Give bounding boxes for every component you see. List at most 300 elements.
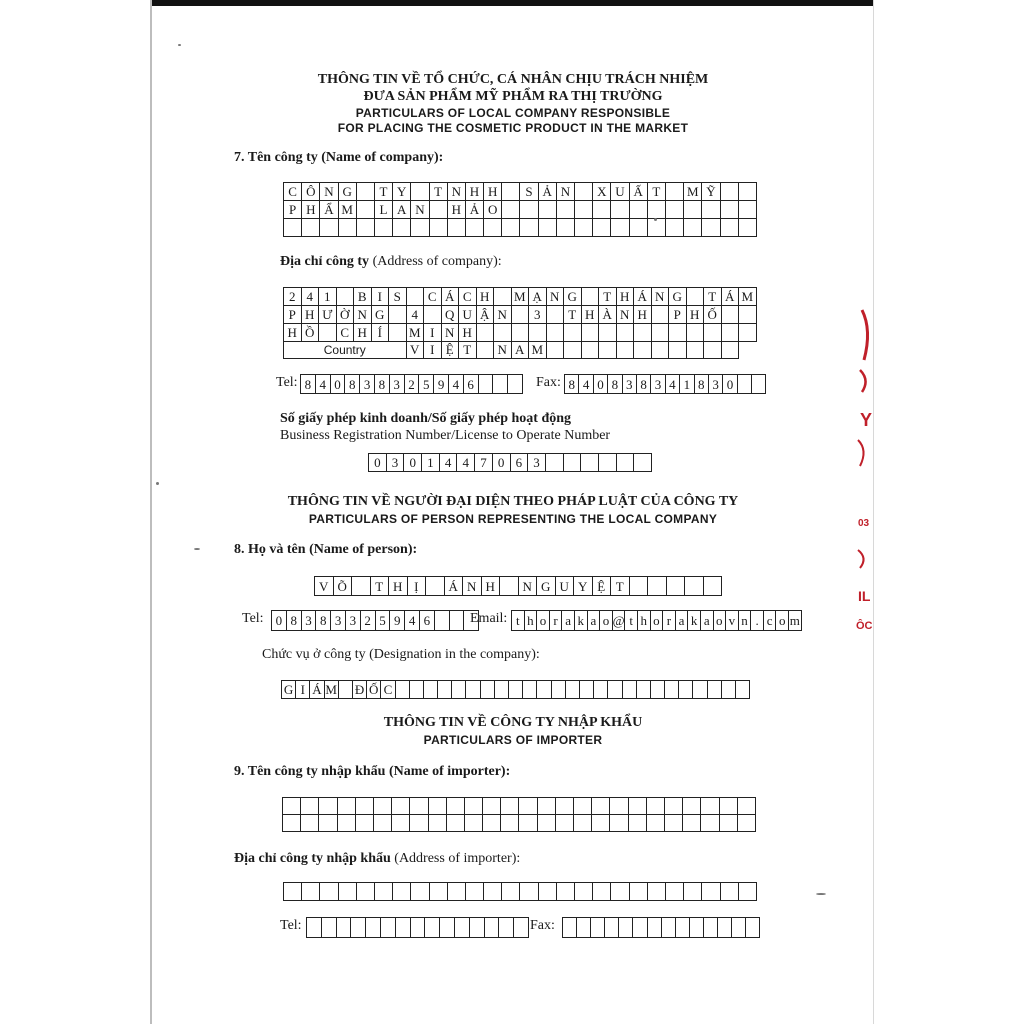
company-name-grid-cell[interactable] <box>357 219 375 237</box>
company-address-grid-cell[interactable]: Ư <box>319 306 337 324</box>
importer-name-grid-cell[interactable] <box>356 815 374 832</box>
importer-name-grid-cell[interactable] <box>592 815 610 832</box>
person-name-grid-cell[interactable]: T <box>371 577 390 596</box>
importer-tel-grid-cell[interactable] <box>499 918 514 938</box>
company-tel-grid-cell[interactable]: 4 <box>316 375 331 394</box>
company-name-grid-cell[interactable] <box>539 219 557 237</box>
designation-grid-cell[interactable] <box>495 681 509 699</box>
license-number-grid-cell[interactable] <box>546 454 564 472</box>
person-email-grid-cell[interactable]: a <box>676 611 689 631</box>
company-name-grid-cell[interactable] <box>666 183 684 201</box>
company-address-grid-cell[interactable]: Q <box>442 306 460 324</box>
company-address-grid-cell[interactable]: H <box>459 324 477 342</box>
person-name-grid-cell[interactable] <box>648 577 667 596</box>
company-tel-grid-cell[interactable]: 2 <box>405 375 420 394</box>
company-name-grid-cell[interactable] <box>739 201 757 219</box>
person-name-grid-cell[interactable]: H <box>389 577 408 596</box>
company-name-grid-cell[interactable]: P <box>284 201 302 219</box>
person-email-grid-cell[interactable]: c <box>764 611 777 631</box>
importer-tel-grid-cell[interactable] <box>337 918 352 938</box>
importer-fax-grid-cell[interactable] <box>718 918 732 938</box>
importer-fax-grid-cell[interactable] <box>633 918 647 938</box>
person-name-grid-cell[interactable] <box>630 577 649 596</box>
importer-tel-grid-cell[interactable] <box>440 918 455 938</box>
importer-tel-grid-cell[interactable] <box>485 918 500 938</box>
company-name-grid-cell[interactable] <box>721 201 739 219</box>
company-address-grid-cell[interactable]: T <box>704 288 722 306</box>
company-name-grid-cell[interactable] <box>284 219 302 237</box>
company-address-grid-cell[interactable] <box>512 306 530 324</box>
company-tel-grid[interactable] <box>300 374 523 394</box>
importer-name-grid-cell[interactable] <box>683 798 701 815</box>
company-address-grid-cell[interactable] <box>669 324 687 342</box>
company-address-grid-cell[interactable] <box>494 288 512 306</box>
importer-address-grid-cell[interactable] <box>520 883 538 901</box>
company-name-grid-cell[interactable] <box>411 219 429 237</box>
importer-name-grid-cell[interactable] <box>392 815 410 832</box>
company-name-grid-cell[interactable]: H <box>466 183 484 201</box>
designation-grid-cell[interactable]: Đ <box>353 681 367 699</box>
company-country-grid-cell[interactable] <box>617 341 635 359</box>
importer-name-grid-cell[interactable] <box>701 815 719 832</box>
company-address-grid-cell[interactable] <box>477 324 495 342</box>
designation-grid-cell[interactable] <box>693 681 707 699</box>
importer-tel-grid-cell[interactable] <box>455 918 470 938</box>
company-address-grid-cell[interactable]: 1 <box>319 288 337 306</box>
importer-address-grid-cell[interactable] <box>630 883 648 901</box>
person-name-grid-cell[interactable]: H <box>482 577 501 596</box>
company-address-grid-cell[interactable] <box>722 306 740 324</box>
designation-grid-cell[interactable] <box>438 681 452 699</box>
company-fax-grid-cell[interactable]: 8 <box>637 375 651 394</box>
designation-grid-cell[interactable] <box>452 681 466 699</box>
company-name-grid-cell[interactable] <box>466 219 484 237</box>
designation-grid-cell[interactable] <box>410 681 424 699</box>
person-tel-grid-cell[interactable]: 3 <box>346 611 361 631</box>
importer-address-grid-cell[interactable] <box>648 883 666 901</box>
importer-address-grid-cell[interactable] <box>320 883 338 901</box>
importer-address-grid-cell[interactable] <box>502 883 520 901</box>
person-name-grid-cell[interactable]: Y <box>574 577 593 596</box>
company-address-grid-cell[interactable]: H <box>477 288 495 306</box>
importer-tel-grid[interactable] <box>306 917 529 938</box>
company-address-grid-cell[interactable] <box>582 288 600 306</box>
importer-tel-grid-cell[interactable] <box>425 918 440 938</box>
license-number-grid-cell[interactable]: 1 <box>422 454 440 472</box>
importer-name-grid-cell[interactable] <box>738 798 756 815</box>
importer-name-grid-cell[interactable] <box>465 815 483 832</box>
company-name-grid-cell[interactable]: M <box>339 201 357 219</box>
company-name-grid-cell[interactable]: U <box>611 183 629 201</box>
importer-fax-grid-cell[interactable] <box>732 918 746 938</box>
person-tel-grid-cell[interactable]: 3 <box>302 611 317 631</box>
importer-name-grid-cell[interactable] <box>410 815 428 832</box>
company-name-grid-cell[interactable]: T <box>430 183 448 201</box>
company-address-grid-cell[interactable]: M <box>512 288 530 306</box>
importer-name-grid-cell[interactable] <box>647 815 665 832</box>
person-email-grid[interactable] <box>511 610 802 631</box>
company-name-grid-cell[interactable] <box>357 201 375 219</box>
person-email-grid-cell[interactable]: r <box>550 611 563 631</box>
person-name-grid-cell[interactable] <box>704 577 723 596</box>
company-fax-grid-cell[interactable]: 0 <box>594 375 608 394</box>
company-address-grid-cell[interactable] <box>547 324 565 342</box>
company-name-grid-cell[interactable] <box>557 219 575 237</box>
person-tel-grid-cell[interactable] <box>435 611 450 631</box>
importer-name-grid-cell[interactable] <box>574 815 592 832</box>
importer-name-grid-cell[interactable] <box>665 815 683 832</box>
importer-name-grid-cell[interactable] <box>483 798 501 815</box>
company-address-grid-cell[interactable] <box>424 306 442 324</box>
company-name-grid-cell[interactable] <box>393 219 411 237</box>
company-name-grid-cell[interactable] <box>593 201 611 219</box>
company-name-grid-cell[interactable]: Ỹ <box>702 183 720 201</box>
company-name-grid-cell[interactable] <box>520 219 538 237</box>
company-country-grid-cell[interactable] <box>582 341 600 359</box>
company-address-grid-cell[interactable]: Ố <box>704 306 722 324</box>
importer-name-grid-cell[interactable] <box>447 815 465 832</box>
company-name-grid-cell[interactable]: Ẩ <box>320 201 338 219</box>
designation-grid-cell[interactable]: C <box>381 681 395 699</box>
importer-address-grid-cell[interactable] <box>593 883 611 901</box>
importer-fax-grid-cell[interactable] <box>704 918 718 938</box>
company-address-grid-cell[interactable]: H <box>354 324 372 342</box>
designation-grid-cell[interactable]: M <box>325 682 337 697</box>
company-address-grid-cell[interactable] <box>529 324 547 342</box>
company-address-grid-cell[interactable]: C <box>424 288 442 306</box>
company-tel-grid-cell[interactable]: 3 <box>360 375 375 394</box>
company-address-grid-cell[interactable]: Í <box>372 324 390 342</box>
company-name-grid-cell[interactable]: C <box>284 183 302 201</box>
designation-grid-cell[interactable] <box>523 681 537 699</box>
company-address-grid-cell[interactable]: 2 <box>284 288 302 306</box>
company-address-grid-cell[interactable]: M <box>739 288 757 306</box>
company-address-grid-cell[interactable]: H <box>582 306 600 324</box>
importer-tel-grid-cell[interactable] <box>411 918 426 938</box>
company-name-grid-cell[interactable]: M <box>684 183 702 201</box>
importer-address-grid-cell[interactable] <box>339 883 357 901</box>
person-name-grid-cell[interactable]: N <box>463 577 482 596</box>
company-tel-grid-cell[interactable]: 8 <box>345 375 360 394</box>
company-name-grid-cell[interactable]: L <box>375 201 393 219</box>
importer-fax-grid-cell[interactable] <box>676 918 690 938</box>
person-email-grid-cell[interactable]: o <box>537 611 550 631</box>
person-name-grid-cell[interactable]: V <box>315 577 334 596</box>
importer-tel-grid-cell[interactable] <box>514 918 529 938</box>
company-name-grid-cell[interactable] <box>666 201 684 219</box>
company-address-grid-cell[interactable]: C <box>337 324 355 342</box>
company-name-grid-cell[interactable] <box>648 219 666 237</box>
importer-name-grid-cell[interactable] <box>738 815 756 832</box>
company-address-grid-cell[interactable] <box>547 306 565 324</box>
importer-name-grid-cell[interactable] <box>629 815 647 832</box>
company-address-grid-cell[interactable]: T <box>599 288 617 306</box>
company-name-grid-cell[interactable] <box>684 219 702 237</box>
company-address-grid-cell[interactable]: I <box>424 324 442 342</box>
importer-fax-grid-cell[interactable] <box>746 918 760 938</box>
designation-grid-cell[interactable] <box>537 681 551 699</box>
importer-address-grid-cell[interactable] <box>721 883 739 901</box>
company-name-grid-cell[interactable]: T <box>375 183 393 201</box>
importer-name-grid-cell[interactable] <box>720 815 738 832</box>
importer-address-grid-cell[interactable] <box>375 883 393 901</box>
importer-fax-grid-cell[interactable] <box>648 918 662 938</box>
importer-name-grid-cell[interactable] <box>538 798 556 815</box>
designation-grid-cell[interactable] <box>396 681 410 699</box>
company-country-grid-cell[interactable] <box>547 341 565 359</box>
designation-grid-cell[interactable] <box>665 681 679 699</box>
company-fax-grid-cell[interactable]: 3 <box>709 375 723 394</box>
importer-name-grid-cell[interactable] <box>538 815 556 832</box>
company-name-grid-cell[interactable]: S <box>520 183 538 201</box>
company-name-grid-cell[interactable] <box>302 219 320 237</box>
person-tel-grid-cell[interactable]: 4 <box>405 611 420 631</box>
company-address-grid-cell[interactable] <box>319 324 337 342</box>
importer-fax-grid-cell[interactable] <box>577 918 591 938</box>
company-address-grid-cell[interactable] <box>687 324 705 342</box>
person-email-grid-cell[interactable]: h <box>525 611 538 631</box>
company-name-grid-cell[interactable]: Y <box>393 183 411 201</box>
company-address-grid-cell[interactable]: Á <box>442 288 460 306</box>
company-tel-grid-cell[interactable]: 9 <box>434 375 449 394</box>
person-name-grid-cell[interactable]: Á <box>445 577 464 596</box>
importer-tel-grid-cell[interactable] <box>307 918 322 938</box>
company-tel-grid-cell[interactable]: 3 <box>390 375 405 394</box>
importer-name-grid-cell[interactable] <box>356 798 374 815</box>
company-tel-grid-cell[interactable] <box>508 375 523 394</box>
importer-address-grid-cell[interactable] <box>466 883 484 901</box>
company-name-grid-cell[interactable] <box>430 219 448 237</box>
company-name-grid-cell[interactable] <box>611 201 629 219</box>
company-address-grid-cell[interactable]: À <box>599 306 617 324</box>
company-name-grid-cell[interactable]: G <box>339 183 357 201</box>
company-name-grid-cell[interactable] <box>557 201 575 219</box>
importer-address-grid-cell[interactable] <box>302 883 320 901</box>
importer-name-grid-cell[interactable] <box>319 815 337 832</box>
importer-tel-grid-cell[interactable] <box>366 918 381 938</box>
person-tel-grid-cell[interactable]: 8 <box>316 611 331 631</box>
importer-fax-grid-cell[interactable] <box>605 918 619 938</box>
importer-tel-grid-cell[interactable] <box>351 918 366 938</box>
importer-name-grid-cell[interactable] <box>447 798 465 815</box>
importer-name-grid-cell[interactable] <box>701 798 719 815</box>
company-tel-grid-cell[interactable]: 6 <box>464 375 479 394</box>
importer-name-grid-cell[interactable] <box>319 798 337 815</box>
license-number-grid-cell[interactable]: 3 <box>528 454 546 472</box>
company-address-grid-cell[interactable]: 3 <box>529 306 547 324</box>
company-name-grid-cell[interactable] <box>502 183 520 201</box>
company-country-grid-cell[interactable] <box>722 341 740 359</box>
designation-grid-cell[interactable] <box>566 681 580 699</box>
company-address-grid-cell[interactable] <box>722 324 740 342</box>
importer-name-grid-cell[interactable] <box>665 798 683 815</box>
designation-grid-cell[interactable] <box>651 681 665 699</box>
person-email-grid-cell[interactable]: r <box>663 611 676 631</box>
importer-address-grid-cell[interactable] <box>666 883 684 901</box>
license-number-grid-cell[interactable]: 0 <box>369 454 387 472</box>
person-email-grid-cell[interactable]: k <box>575 611 588 631</box>
person-name-grid-cell[interactable] <box>352 577 371 596</box>
company-address-grid-cell[interactable]: G <box>669 288 687 306</box>
company-address-grid-cell[interactable]: 4 <box>302 288 320 306</box>
company-address-grid-cell[interactable]: N <box>354 306 372 324</box>
importer-address-grid-cell[interactable] <box>430 883 448 901</box>
company-name-grid-cell[interactable]: Ả <box>539 183 557 201</box>
company-name-grid-cell[interactable] <box>666 219 684 237</box>
company-name-grid-cell[interactable] <box>430 201 448 219</box>
license-number-grid-cell[interactable] <box>564 454 582 472</box>
person-email-grid-cell[interactable]: a <box>701 611 714 631</box>
importer-name-grid-cell[interactable] <box>465 798 483 815</box>
company-name-grid-cell[interactable]: H <box>302 201 320 219</box>
importer-fax-grid-cell[interactable] <box>690 918 704 938</box>
company-address-grid-cell[interactable]: Á <box>722 288 740 306</box>
company-address-grid-cell[interactable] <box>337 288 355 306</box>
company-address-grid-cell[interactable] <box>582 324 600 342</box>
company-fax-grid[interactable] <box>564 374 766 394</box>
company-name-grid-cell[interactable] <box>702 201 720 219</box>
person-name-grid-cell[interactable]: Õ <box>334 577 353 596</box>
importer-name-grid-cell[interactable] <box>683 815 701 832</box>
importer-name-grid-cell[interactable] <box>429 815 447 832</box>
company-address-grid-cell[interactable]: H <box>302 306 320 324</box>
designation-grid-cell[interactable] <box>736 681 750 699</box>
company-fax-grid-cell[interactable]: 1 <box>680 375 694 394</box>
designation-grid-cell[interactable] <box>466 681 480 699</box>
importer-name-grid-cell[interactable] <box>283 798 301 815</box>
company-name-grid-cell[interactable]: T <box>648 183 666 201</box>
company-name-grid-cell[interactable]: Ả <box>466 201 484 219</box>
importer-tel-grid-cell[interactable] <box>470 918 485 938</box>
company-address-grid-cell[interactable] <box>739 306 757 324</box>
company-address-grid-cell[interactable]: T <box>564 306 582 324</box>
importer-name-grid-cell[interactable] <box>556 798 574 815</box>
company-name-grid-cell[interactable] <box>375 219 393 237</box>
company-name-grid-cell[interactable] <box>630 201 648 219</box>
company-address-grid-cell[interactable]: N <box>652 288 670 306</box>
importer-address-grid-cell[interactable] <box>357 883 375 901</box>
license-number-grid-cell[interactable]: 4 <box>457 454 475 472</box>
importer-name-grid[interactable] <box>282 797 756 832</box>
company-name-grid-cell[interactable]: N <box>557 183 575 201</box>
designation-grid-cell[interactable] <box>580 681 594 699</box>
person-tel-grid-cell[interactable]: 6 <box>420 611 435 631</box>
company-address-grid-cell[interactable] <box>389 324 407 342</box>
person-name-grid[interactable] <box>314 576 722 596</box>
importer-name-grid-cell[interactable] <box>610 798 628 815</box>
license-number-grid-cell[interactable]: 0 <box>493 454 511 472</box>
designation-grid-cell[interactable] <box>722 681 736 699</box>
importer-address-grid-cell[interactable] <box>411 883 429 901</box>
person-email-grid-cell[interactable]: a <box>562 611 575 631</box>
license-number-grid-cell[interactable]: 6 <box>511 454 529 472</box>
company-country-grid-cell[interactable] <box>687 341 705 359</box>
company-tel-grid-cell[interactable] <box>479 375 494 394</box>
license-number-grid-cell[interactable] <box>617 454 635 472</box>
company-fax-grid-cell[interactable] <box>738 375 752 394</box>
company-name-grid-cell[interactable] <box>411 183 429 201</box>
company-country-grid-cell[interactable] <box>669 341 687 359</box>
company-name-grid-cell[interactable] <box>357 183 375 201</box>
designation-grid-cell[interactable]: Á <box>310 681 324 699</box>
importer-name-grid-cell[interactable] <box>301 798 319 815</box>
importer-name-grid-cell[interactable] <box>574 798 592 815</box>
designation-grid-cell[interactable] <box>608 681 622 699</box>
person-email-grid-cell[interactable]: o <box>651 611 664 631</box>
company-name-grid-cell[interactable]: A <box>393 201 411 219</box>
company-fax-grid-cell[interactable]: 0 <box>723 375 737 394</box>
company-name-grid-cell[interactable] <box>739 183 757 201</box>
importer-tel-grid-cell[interactable] <box>381 918 396 938</box>
company-address-grid-cell[interactable] <box>634 324 652 342</box>
company-address-grid-cell[interactable]: Ậ <box>477 306 495 324</box>
company-address-grid-cell[interactable]: N <box>547 288 565 306</box>
importer-name-grid-cell[interactable] <box>338 798 356 815</box>
importer-address-grid-cell[interactable] <box>539 883 557 901</box>
company-address-grid-cell[interactable]: H <box>687 306 705 324</box>
person-tel-grid-cell[interactable]: 0 <box>272 611 287 631</box>
person-email-grid-cell[interactable]: k <box>688 611 701 631</box>
person-email-grid-cell[interactable]: . <box>751 611 764 631</box>
designation-grid-cell[interactable] <box>623 681 637 699</box>
company-address-grid-cell[interactable]: H <box>284 324 302 342</box>
company-name-grid-cell[interactable] <box>339 219 357 237</box>
license-number-grid-cell[interactable]: 4 <box>440 454 458 472</box>
company-country-grid[interactable] <box>283 341 739 359</box>
importer-address-grid-cell[interactable] <box>284 883 302 901</box>
company-address-grid-cell[interactable] <box>687 288 705 306</box>
person-email-grid-cell[interactable]: o <box>714 611 727 631</box>
importer-name-grid-cell[interactable] <box>283 815 301 832</box>
company-address-grid-cell[interactable] <box>704 324 722 342</box>
company-name-grid-cell[interactable]: H <box>448 201 466 219</box>
company-country-grid-cell[interactable] <box>634 341 652 359</box>
designation-grid[interactable] <box>281 680 750 699</box>
company-name-grid-cell[interactable]: Ấ <box>630 183 648 201</box>
company-address-grid[interactable] <box>283 287 757 342</box>
company-address-grid-cell[interactable] <box>564 324 582 342</box>
importer-fax-grid-cell[interactable] <box>662 918 676 938</box>
company-name-grid-cell[interactable] <box>520 201 538 219</box>
license-number-grid-cell[interactable] <box>599 454 617 472</box>
company-country-grid-cell[interactable]: A <box>512 341 530 359</box>
company-address-grid-cell[interactable]: C <box>459 288 477 306</box>
license-number-grid[interactable] <box>368 453 652 472</box>
company-address-grid-cell[interactable] <box>407 288 425 306</box>
company-address-grid-cell[interactable]: Á <box>634 288 652 306</box>
importer-address-grid[interactable] <box>283 882 757 901</box>
importer-tel-grid-cell[interactable] <box>322 918 337 938</box>
person-tel-grid-cell[interactable]: 2 <box>361 611 376 631</box>
person-tel-grid-cell[interactable]: 3 <box>331 611 346 631</box>
person-name-grid-cell[interactable]: T <box>611 577 630 596</box>
person-name-grid-cell[interactable]: U <box>556 577 575 596</box>
designation-grid-cell[interactable] <box>594 681 608 699</box>
company-fax-grid-cell[interactable]: 3 <box>623 375 637 394</box>
importer-name-grid-cell[interactable] <box>519 815 537 832</box>
person-name-grid-cell[interactable] <box>426 577 445 596</box>
person-tel-grid-cell[interactable]: 9 <box>390 611 405 631</box>
license-number-grid-cell[interactable] <box>581 454 599 472</box>
company-address-grid-cell[interactable]: P <box>284 306 302 324</box>
company-tel-grid-cell[interactable]: 4 <box>449 375 464 394</box>
company-address-grid-cell[interactable]: H <box>617 288 635 306</box>
company-name-grid-cell[interactable] <box>502 201 520 219</box>
company-name-grid-cell[interactable] <box>320 219 338 237</box>
designation-grid-cell[interactable]: Ố <box>367 681 381 699</box>
designation-grid-cell[interactable] <box>708 681 722 699</box>
importer-address-grid-cell[interactable] <box>484 883 502 901</box>
